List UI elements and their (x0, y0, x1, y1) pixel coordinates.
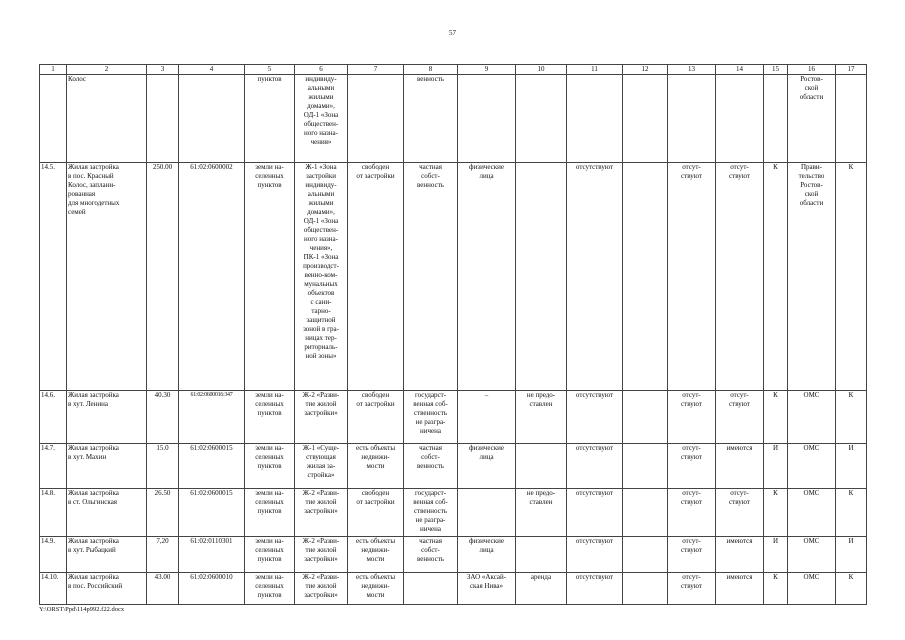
table-cell-col-3: 7,20 (147, 537, 179, 573)
table-cell-col-8: частная собст- венность (404, 444, 458, 489)
column-number-8: 8 (404, 65, 458, 75)
table-cell-col-6: индивиду- альными жилыми домами», ОД-1 «Зона обществен- ного назна- чения» (295, 75, 348, 163)
table-cell-col-4: 61:02:0600015 (179, 489, 245, 537)
table-cell-col-13: отсут- ствуют (668, 537, 716, 573)
table-cell-col-1: 14.10. (40, 573, 67, 605)
table-cell-col-5: пунктов (245, 75, 295, 163)
table-cell-col-4: 61:02:0600002 (179, 163, 245, 391)
table-row (40, 573, 867, 605)
column-number-13: 13 (668, 65, 716, 75)
table-cell-col-9: – (458, 391, 516, 444)
table-cell-col-17 (836, 75, 867, 163)
table-cell-col-2: Жилая застройка в ст. Ольгинская (67, 489, 147, 537)
table-cell-col-14: отсут- ствуют (716, 391, 764, 444)
column-number-14: 14 (716, 65, 764, 75)
table-cell-col-7: свободен от застройки (348, 391, 404, 444)
table-cell-col-8: государст- венная соб- ственность не разгра- ничена (404, 391, 458, 444)
table-cell-col-2: Жилая застройка в хут. Ленина (67, 391, 147, 444)
table-cell-col-17: К (836, 573, 867, 605)
table-cell-col-15: К (764, 489, 788, 537)
table-cell-col-10: аренда (516, 573, 567, 605)
table-cell-col-8: частная собст- венность (404, 537, 458, 573)
page-number: 57 (449, 29, 456, 37)
table-cell-col-11: отсутствуют (567, 489, 623, 537)
table-cell-col-11: отсутствуют (567, 391, 623, 444)
table-cell-col-16: Прави- тельство Ростов- ской области (788, 163, 836, 391)
table-cell-col-12 (623, 537, 668, 573)
table-cell-col-5: земли на- селенных пунктов (245, 444, 295, 489)
table-cell-col-1: 14.5. (40, 163, 67, 391)
table-cell-col-17: И (836, 537, 867, 573)
table-cell-col-5: земли на- селенных пунктов (245, 573, 295, 605)
table-cell-col-6: Ж-2 «Разви- тие жилой застройки» (295, 537, 348, 573)
table-cell-col-6: Ж-1 «Зона застройки индивиду- альными жилыми домами», ОД-1 «Зона обществен- ного назна- чения», ПК-1 «Зона производст- венно-ком- мунальных объектов с сани- тарно- защитной зоной в гра- ницах тер- риториаль- ной зоны» (295, 163, 348, 391)
table-cell-col-9: физические лица (458, 163, 516, 391)
table-cell-col-12 (623, 391, 668, 444)
table-cell-col-2: Жилая застройка в хут. Рыбацкий (67, 537, 147, 573)
table-cell-col-16: Ростов- ской области (788, 75, 836, 163)
table-cell-col-6: Ж-2 «Разви- тие жилой застройки» (295, 489, 348, 537)
table-cell-col-7 (348, 75, 404, 163)
table-cell-col-15 (764, 75, 788, 163)
column-number-17: 17 (836, 65, 867, 75)
table-cell-col-1: 14.9. (40, 537, 67, 573)
table-cell-col-17: К (836, 391, 867, 444)
table-cell-col-5: земли на- селенных пунктов (245, 391, 295, 444)
table-cell-col-12 (623, 444, 668, 489)
table-row (40, 489, 867, 537)
table-cell-col-13: отсут- ствуют (668, 391, 716, 444)
table-cell-col-4 (179, 75, 245, 163)
column-number-9: 9 (458, 65, 516, 75)
table-cell-col-14 (716, 75, 764, 163)
table-cell-col-6: Ж-1 «Суще- ствующая жилая за- стройка» (295, 444, 348, 489)
table-cell-col-13: отсут- ствуют (668, 163, 716, 391)
table-cell-col-7: есть объекты недвижи- мости (348, 537, 404, 573)
table-row (40, 444, 867, 489)
table-cell-col-16: ОМС (788, 537, 836, 573)
column-number-5: 5 (245, 65, 295, 75)
table-cell-col-2: Жилая застройка в пос. Российский (67, 573, 147, 605)
table-cell-col-9: физические лица (458, 537, 516, 573)
table-cell-col-7: есть объекты недвижи- мости (348, 444, 404, 489)
column-number-6: 6 (295, 65, 348, 75)
table-cell-col-1: 14.7. (40, 444, 67, 489)
table-cell-col-11: отсутствуют (567, 163, 623, 391)
table-cell-col-10 (516, 75, 567, 163)
table-cell-col-17: К (836, 163, 867, 391)
table-cell-col-14: имеются (716, 573, 764, 605)
table-cell-col-5: земли на- селенных пунктов (245, 489, 295, 537)
table-cell-col-16: ОМС (788, 391, 836, 444)
table-cell-col-13: отсут- ствуют (668, 444, 716, 489)
table-row (40, 537, 867, 573)
column-number-15: 15 (764, 65, 788, 75)
table-cell-col-10 (516, 163, 567, 391)
table-cell-col-12 (623, 573, 668, 605)
table-cell-col-9: ЗАО «Аксай- ская Нива» (458, 573, 516, 605)
table-cell-col-3: 250.00 (147, 163, 179, 391)
table-cell-col-4: 61:02:0600010 (179, 573, 245, 605)
table-cell-col-4: 61:02:0110301 (179, 537, 245, 573)
table-cell-col-9: физические лица (458, 444, 516, 489)
table-cell-col-7: свободен от застройки (348, 489, 404, 537)
table-cell-col-1: 14.6. (40, 391, 67, 444)
table-cell-col-2: Жилая застройка в хут. Махин (67, 444, 147, 489)
column-number-7: 7 (348, 65, 404, 75)
table-cell-col-8: венность (404, 75, 458, 163)
table-cell-col-5: земли на- селенных пунктов (245, 537, 295, 573)
file-path-footer: Y:\ORST\Ppd\114p992.f22.docx (39, 606, 125, 613)
table-row (40, 75, 867, 163)
table-cell-col-3 (147, 75, 179, 163)
table-cell-col-3: 40.30 (147, 391, 179, 444)
table-cell-col-12 (623, 489, 668, 537)
table-cell-col-6: Ж-2 «Разви- тие жилой застройки» (295, 573, 348, 605)
column-number-1: 1 (40, 65, 67, 75)
table-cell-col-17: И (836, 444, 867, 489)
table-cell-col-12 (623, 75, 668, 163)
table-cell-col-13: отсут- ствуют (668, 489, 716, 537)
table-cell-col-9 (458, 75, 516, 163)
table-cell-col-13 (668, 75, 716, 163)
table-cell-col-11: отсутствуют (567, 444, 623, 489)
table-cell-col-15: К (764, 573, 788, 605)
table-cell-col-2: Колос (67, 75, 147, 163)
table-cell-col-12 (623, 163, 668, 391)
table-row (40, 163, 867, 391)
table-cell-col-4: 61:02:0600016:347 (179, 391, 245, 444)
table-cell-col-7: свободен от застройки (348, 163, 404, 391)
table-cell-col-3: 26.50 (147, 489, 179, 537)
column-number-16: 16 (788, 65, 836, 75)
table-cell-col-16: ОМС (788, 444, 836, 489)
column-number-11: 11 (567, 65, 623, 75)
table-cell-col-3: 43.00 (147, 573, 179, 605)
table-cell-col-1 (40, 75, 67, 163)
table-cell-col-15: И (764, 444, 788, 489)
table-cell-col-16: ОМС (788, 573, 836, 605)
data-table (39, 64, 867, 605)
table-cell-col-11: отсутствуют (567, 537, 623, 573)
table-cell-col-3: 15.0 (147, 444, 179, 489)
table-cell-col-13: отсут- ствуют (668, 573, 716, 605)
table-cell-col-4: 61:02:0600015 (179, 444, 245, 489)
table-cell-col-2: Жилая застройка в пос. Красный Колос, заплани- рованная для многодетных семей (67, 163, 147, 391)
table-cell-col-14: имеются (716, 444, 764, 489)
column-number-3: 3 (147, 65, 179, 75)
table-cell-col-5: земли на- селенных пунктов (245, 163, 295, 391)
table-cell-col-16: ОМС (788, 489, 836, 537)
table-cell-col-15: К (764, 391, 788, 444)
table-cell-col-10 (516, 444, 567, 489)
column-number-2: 2 (67, 65, 147, 75)
table-cell-col-6: Ж-2 «Разви- тие жилой застройки» (295, 391, 348, 444)
table-cell-col-7: есть объекты недвижи- мости (348, 573, 404, 605)
table-cell-col-14: отсут- ствуют (716, 489, 764, 537)
table-cell-col-15: И (764, 537, 788, 573)
table-cell-col-14: имеются (716, 537, 764, 573)
table-cell-col-10: не предо- ставлен (516, 489, 567, 537)
table-row (40, 391, 867, 444)
table-cell-col-15: К (764, 163, 788, 391)
table-cell-col-17: К (836, 489, 867, 537)
table-cell-col-1: 14.8. (40, 489, 67, 537)
column-number-row (40, 65, 867, 75)
column-number-12: 12 (623, 65, 668, 75)
table-cell-col-8 (404, 573, 458, 605)
table-cell-col-9 (458, 489, 516, 537)
table-cell-col-8: частная собст- венность (404, 163, 458, 391)
table-cell-col-10: не предо- ставлен (516, 391, 567, 444)
table-cell-col-14: отсут- ствуют (716, 163, 764, 391)
table-cell-col-10 (516, 537, 567, 573)
column-number-4: 4 (179, 65, 245, 75)
column-number-10: 10 (516, 65, 567, 75)
table-cell-col-8: государст- венная соб- ственность не разгра- ничена (404, 489, 458, 537)
table-cell-col-11: отсутствуют (567, 573, 623, 605)
table-cell-col-11 (567, 75, 623, 163)
